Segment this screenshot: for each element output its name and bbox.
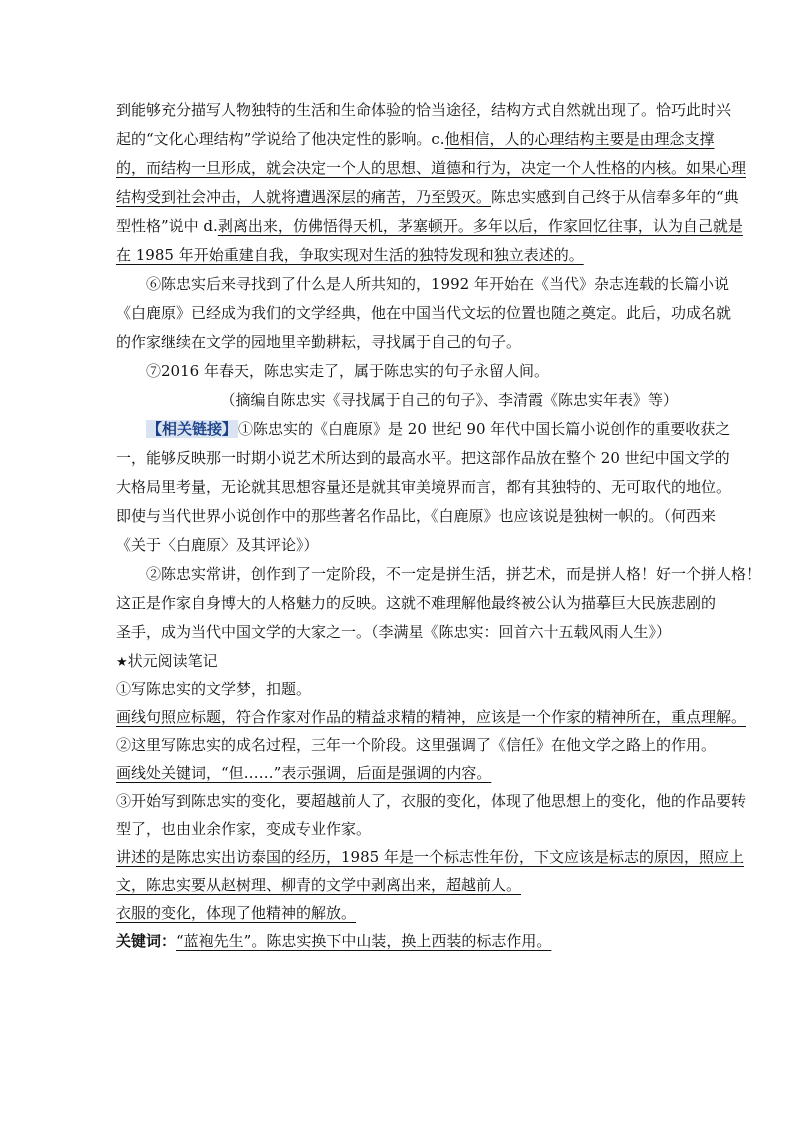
note-line: 画线句照应标题，符合作家对作品的精益求精的精神，应该是一个作家的精神所在，重点理解。 bbox=[116, 708, 747, 726]
note-line: ①写陈忠实的文学梦，扣题。 bbox=[116, 680, 312, 698]
underlined-sentence-c: 的，而结构一旦形成，就会决定一个人的思想、道德和行为，决定一个人性格的内核。如果心理 bbox=[116, 159, 747, 177]
text-line: 起的“文化心理结构”学说给了他决定性的影响。c.他相信，人的心理结构主要是由理念支撑 bbox=[116, 130, 715, 148]
note-line: 文，陈忠实要从赵树理、柳青的文学中剥离出来，超越前人。 bbox=[116, 876, 522, 894]
paragraph-5-continued bbox=[116, 96, 747, 270]
related-links-tag: 【相关链接】 bbox=[147, 420, 238, 438]
star-icon: ★ bbox=[116, 655, 128, 670]
underlined-sentence-d: 剥离出来，仿佛悟得天机，茅塞顿开。多年以后，作家回忆往事，认为自己就是 bbox=[217, 217, 743, 235]
note-line: ③开始写到陈忠实的变化，要超越前人了，衣服的变化，体现了他思想上的变化，他的作品要转 bbox=[116, 792, 747, 810]
paragraph-6 bbox=[116, 270, 732, 357]
reading-notes bbox=[116, 647, 747, 955]
text-line bbox=[116, 241, 678, 270]
source-citation: （摘编自陈忠实《寻找属于自己的句子》、李清霞《陈忠实年表》等） bbox=[220, 391, 678, 409]
text-line bbox=[116, 154, 747, 183]
related-links-section bbox=[116, 415, 762, 647]
paragraph-7: ⑦2016 年春天，陈忠实走了，属于陈忠实的句子永留人间。 bbox=[146, 362, 549, 380]
text-line: 即使与当代世界小说创作中的那些著名作品比，《白鹿原》也应该说是独树一帜的。（何西来 bbox=[116, 507, 717, 525]
text-line: 结构受到社会冲击，人就将遭遇深层的痛苦，乃至毁灭。陈忠实感到自己终于从信奉多年的“典 bbox=[116, 188, 739, 206]
text-line: ②陈忠实常讲，创作到了一定阶段，不一定是拼生活，拼艺术，而是拼人格！好一个拼人格！ bbox=[146, 565, 762, 583]
text-line: 《白鹿原》已经成为我们的文学经典，他在中国当代文坛的位置也随之奠定。此后，功成名就 bbox=[116, 304, 732, 322]
text-line: 到能够充分描写人物独特的生活和生命体验的恰当途径，结构方式自然就出现了。恰巧此时兴 bbox=[116, 101, 732, 119]
note-line: 画线处关键词，“但……”表示强调，后面是强调的内容。 bbox=[116, 764, 492, 782]
keywords-line: 关键词：“蓝袍先生”。陈忠实换下中山装，换上西装的标志作用。 bbox=[116, 932, 552, 950]
keywords-label: 关键词： bbox=[116, 932, 177, 950]
underlined-sentence-c: 他相信，人的心理结构主要是由理念支撑 bbox=[444, 130, 715, 148]
note-line: 讲述的是陈忠实出访泰国的经历，1985 年是一个标志性年份，下文应该是标志的原因，照应上 bbox=[116, 848, 744, 866]
text-line: ⑥陈忠实后来寻找到了什么是人所共知的，1992 年开始在《当代》杂志连载的长篇小说 bbox=[146, 275, 729, 293]
document-page bbox=[116, 96, 762, 955]
text-line: 大格局里考量，无论就其思想容量还是就其审美境界而言，都有其独特的、无可取代的地位。 bbox=[116, 478, 732, 496]
note-line: 型了，也由业余作家，变成专业作家。 bbox=[116, 820, 372, 838]
text-line: 型性格”说中 d.剥离出来，仿佛悟得天机，茅塞顿开。多年以后，作家回忆往事，认为自己就是 bbox=[116, 217, 743, 235]
text-line: 这正是作家自身博大的人格魅力的反映。这就不难理解他最终被公认为描摹巨大民族悲剧的 bbox=[116, 594, 717, 612]
text-line: 圣手，成为当代中国文学的大家之一。（李满星《陈忠实：回首六十五载风雨人生》） bbox=[116, 623, 672, 641]
text-line: 一，能够反映那一时期小说艺术所达到的最高水平。把这部作品放在整个 20 世纪中国文学的 bbox=[116, 449, 730, 467]
notes-heading: ★状元阅读笔记 bbox=[116, 652, 218, 670]
note-line: ②这里写陈忠实的成名过程，三年一个阶段。这里强调了《信任》在他文学之路上的作用。 bbox=[116, 736, 717, 754]
underlined-sentence-d: 在 1985 年开始重建自我，争取实现对生活的独特发现和独立表述的。 bbox=[116, 246, 584, 264]
underlined-sentence-c: 结构受到社会冲击，人就将遭遇深层的痛苦，乃至毁灭。 bbox=[116, 188, 492, 206]
note-line: 衣服的变化，体现了他精神的解放。 bbox=[116, 904, 357, 922]
text-line: 的作家继续在文学的园地里辛勤耕耘，寻找属于自己的句子。 bbox=[116, 333, 522, 351]
text-line: 《关于〈白鹿原〉及其评论》） bbox=[116, 536, 319, 554]
text-line: 【相关链接】①陈忠实的《白鹿原》是 20 世纪 90 年代中国长篇小说创作的重要收获之 bbox=[147, 420, 731, 438]
